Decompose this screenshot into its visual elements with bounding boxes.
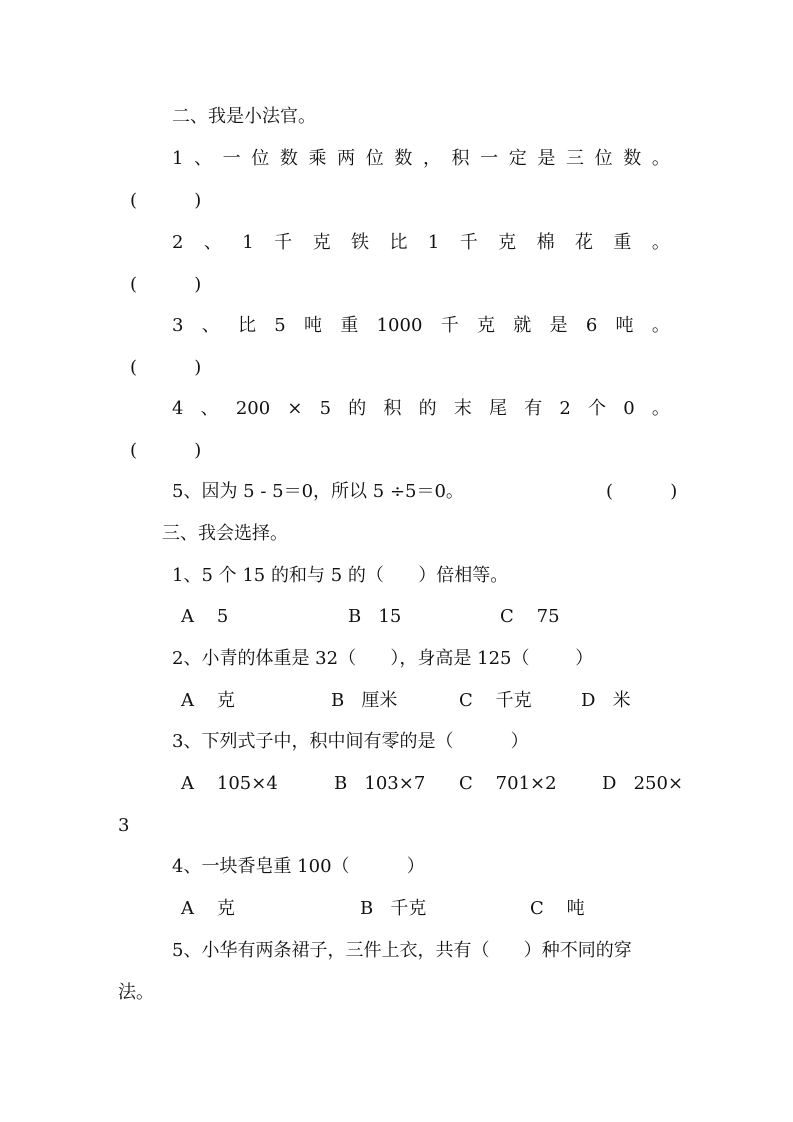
statement-token: 5 <box>274 315 286 336</box>
answer-blank-3[interactable]: ( ) <box>130 357 202 378</box>
answer-blank-4[interactable]: ( ) <box>130 440 202 461</box>
statement-token: 数 <box>279 148 298 169</box>
statement-token: 一 <box>480 148 499 169</box>
q1-option-a[interactable]: A 5 <box>181 606 229 627</box>
choice-question-3: 3、下列式子中，积中间有零的是（ ） <box>172 731 529 752</box>
statement-token: 末 <box>453 398 472 419</box>
statement-token: 1 <box>172 148 184 169</box>
statement-token: 就 <box>513 315 532 336</box>
statement-token: 的 <box>348 398 367 419</box>
answer-blank-5[interactable]: ( ) <box>606 481 678 502</box>
statement-token: 1 <box>242 232 254 253</box>
statement-token: 。 <box>651 315 670 336</box>
statement-token: 数 <box>623 148 642 169</box>
statement-token: ， <box>422 148 441 169</box>
answer-blank-2[interactable]: ( ) <box>130 274 202 295</box>
q3-option-a[interactable]: A 105×4 <box>181 773 278 794</box>
q2-option-a[interactable]: A 克 <box>181 690 235 711</box>
statement-token: 千 <box>459 232 478 253</box>
statement-token: 数 <box>394 148 413 169</box>
statement-token: 克 <box>312 232 331 253</box>
q3-option-c[interactable]: C 701×2 <box>459 773 557 794</box>
statement-token: 位 <box>365 148 384 169</box>
statement-token: 三 <box>565 148 584 169</box>
q5-wrap-text: 法。 <box>118 982 154 1003</box>
statement-token: 200 <box>235 398 271 419</box>
true-false-item-4 <box>172 397 670 421</box>
choice-question-1: 1、5 个 15 的和与 5 的（ ）倍相等。 <box>172 565 509 586</box>
statement-token: 铁 <box>351 232 370 253</box>
statement-token: 重 <box>340 315 359 336</box>
statement-token: 乘 <box>308 148 327 169</box>
statement-token: 有 <box>524 398 543 419</box>
statement-token: 一 <box>222 148 241 169</box>
statement-token: 是 <box>537 148 556 169</box>
statement-token: 定 <box>508 148 527 169</box>
statement-token: 0 <box>623 398 635 419</box>
statement-token: 、 <box>200 398 219 419</box>
q4-option-a[interactable]: A 克 <box>181 898 235 919</box>
statement-token: 3 <box>172 315 184 336</box>
statement-token: 个 <box>588 398 607 419</box>
statement-token: 千 <box>274 232 293 253</box>
statement-token: 比 <box>389 232 408 253</box>
true-false-item-1 <box>172 147 670 171</box>
statement-token: 两 <box>337 148 356 169</box>
statement-token: 克 <box>498 232 517 253</box>
q4-option-c[interactable]: C 吨 <box>530 898 585 919</box>
statement-token: 1000 <box>376 315 423 336</box>
statement-token: 尾 <box>489 398 508 419</box>
statement-token: 克 <box>476 315 495 336</box>
statement-token: 的 <box>418 398 437 419</box>
statement-token: 、 <box>203 232 222 253</box>
statement-token: 4 <box>172 398 184 419</box>
true-false-item-2 <box>172 231 670 255</box>
statement-token: 2 <box>559 398 571 419</box>
section-heading-judge: 二、我是小法官。 <box>172 106 316 127</box>
statement-token: 重 <box>613 232 632 253</box>
choice-question-5: 5、小华有两条裙子，三件上衣，共有（ ）种不同的穿 <box>172 940 632 961</box>
statement-token: 6 <box>585 315 598 336</box>
true-false-item-3 <box>172 314 670 338</box>
statement-token: 吨 <box>615 315 634 336</box>
answer-blank-1[interactable]: ( ) <box>130 190 202 211</box>
statement-token: 棉 <box>536 232 555 253</box>
statement-token: 。 <box>651 398 670 419</box>
statement-token: 吨 <box>304 315 323 336</box>
q2-option-d[interactable]: D 米 <box>581 690 631 711</box>
statement-token: 是 <box>549 315 568 336</box>
choice-question-4: 4、一块香皂重 100（ ） <box>172 856 425 877</box>
q1-option-b[interactable]: B 15 <box>348 606 402 627</box>
statement-token: 、 <box>201 315 220 336</box>
statement-token: 5 <box>319 398 332 419</box>
q4-option-b[interactable]: B 千克 <box>360 898 427 919</box>
statement-token: 位 <box>594 148 613 169</box>
statement-token: 积 <box>383 398 402 419</box>
choice-question-2: 2、小青的体重是 32（ ），身高是 125（ ） <box>172 648 594 669</box>
statement-token: 。 <box>651 148 670 169</box>
statement-token: 。 <box>651 232 670 253</box>
statement-token: 1 <box>427 232 440 253</box>
statement-token: × <box>287 398 303 419</box>
statement-token: 花 <box>575 232 593 253</box>
statement-token: 位 <box>251 148 270 169</box>
q1-option-c[interactable]: C 75 <box>500 606 560 627</box>
statement-token: 、 <box>194 148 213 169</box>
section-heading-choice: 三、我会选择。 <box>162 523 288 544</box>
true-false-item-5: 5、因为 5 - 5＝0，所以 5 ÷5＝0。 <box>172 481 464 502</box>
statement-token: 比 <box>238 315 257 336</box>
statement-token: 积 <box>451 148 470 169</box>
q3-option-d[interactable]: D 250× <box>602 773 684 794</box>
q3-wrap-text: 3 <box>118 815 130 836</box>
statement-token: 2 <box>172 232 184 253</box>
q3-option-b[interactable]: B 103×7 <box>334 773 426 794</box>
q2-option-b[interactable]: B 厘米 <box>331 690 398 711</box>
q2-option-c[interactable]: C 千克 <box>459 690 532 711</box>
statement-token: 千 <box>440 315 459 336</box>
